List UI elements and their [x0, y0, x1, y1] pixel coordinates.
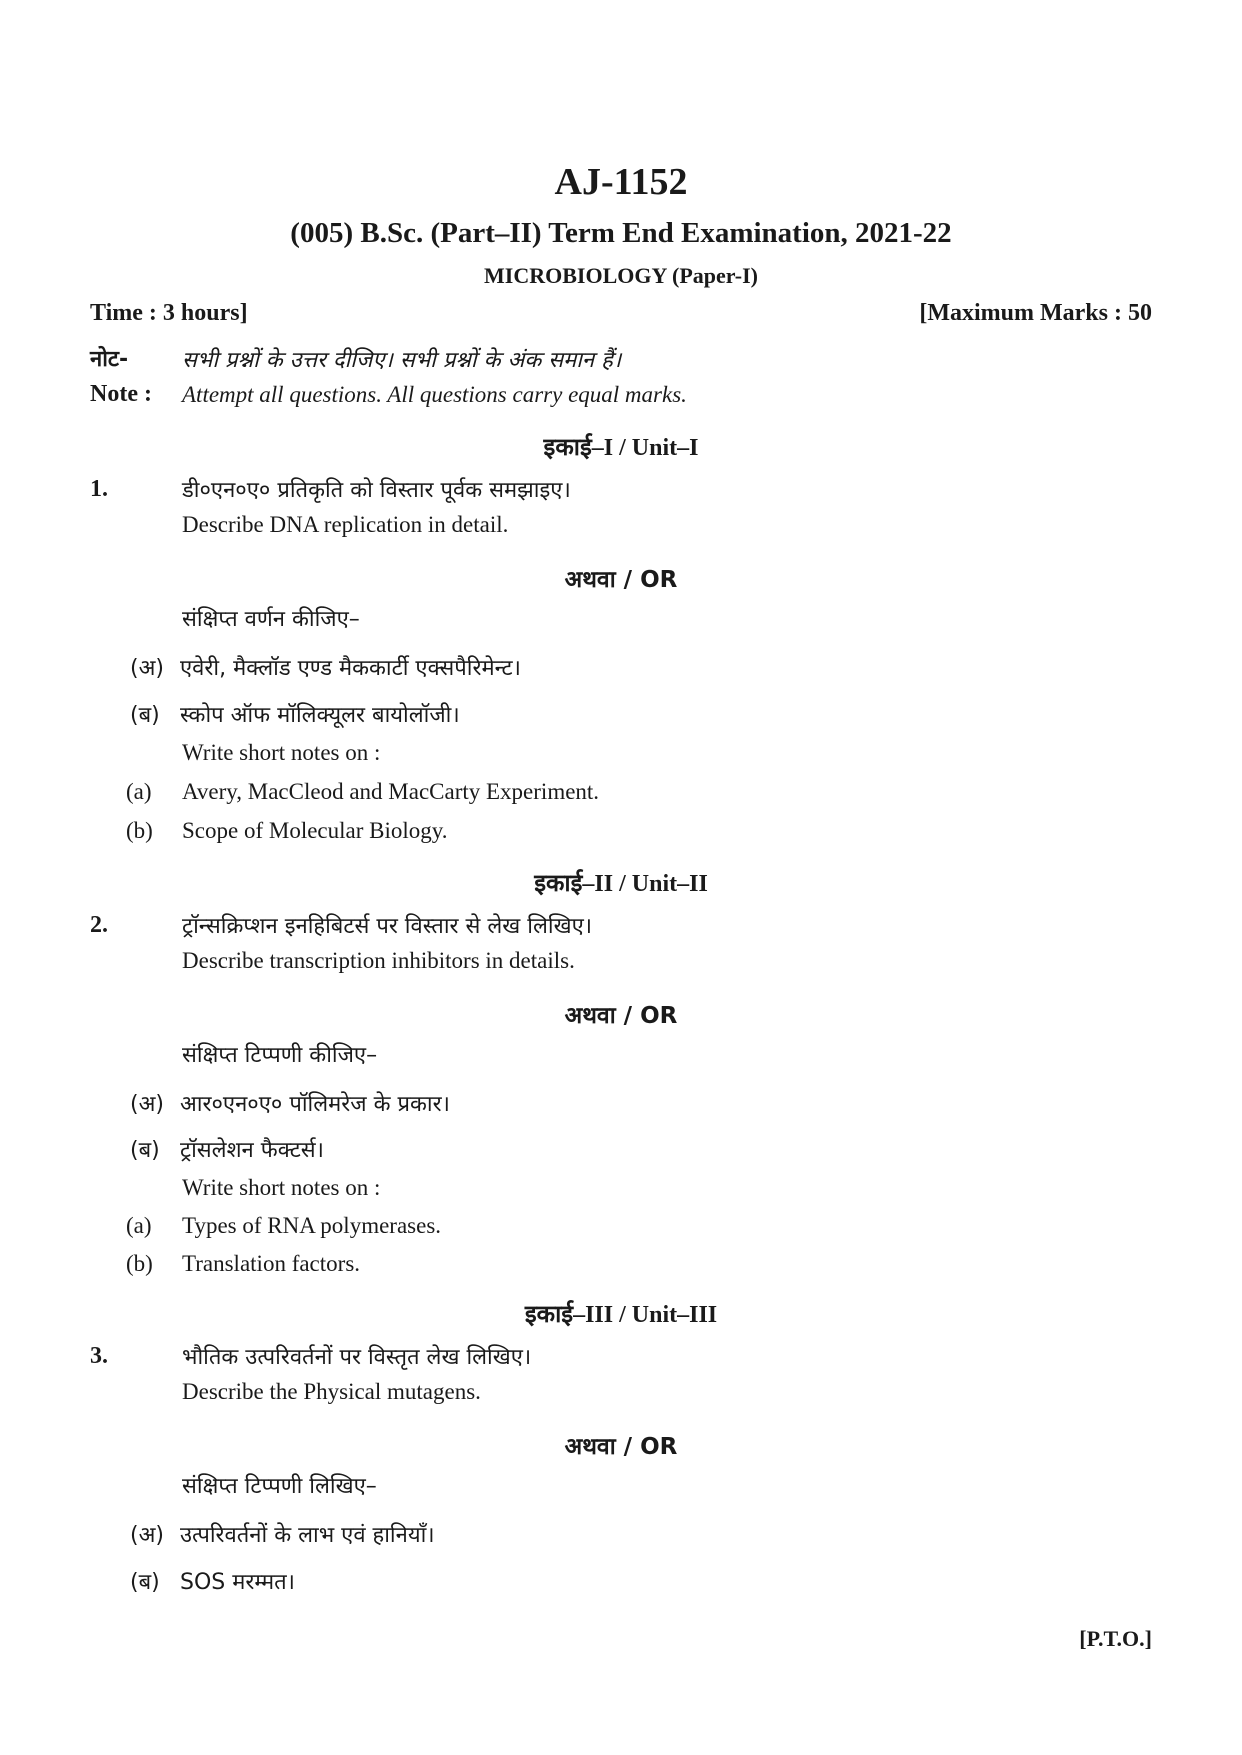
question-3-number: 3.: [90, 1343, 108, 1369]
question-2-english: Describe transcription inhibitors in details.: [182, 948, 575, 973]
unit-1-alt-b-mark-english: (b): [126, 818, 153, 843]
unit-3-alt-b-mark-hindi: (ब): [130, 1570, 160, 1595]
unit-2-alt-b-mark-english: (b): [126, 1251, 153, 1276]
question-2-number: 2.: [90, 912, 108, 938]
unit-3-alt-b-hindi: SOS मरम्मत।: [180, 1570, 296, 1595]
note-label-hindi: नोट-: [90, 347, 129, 372]
unit-3-or: अथवा / OR: [564, 1434, 678, 1460]
unit-2-alt-a-hindi: आर०एन०ए० पॉलिमरेज के प्रकार।: [180, 1092, 450, 1117]
unit-1-heading: इकाई–I / Unit–I: [543, 435, 699, 461]
unit-1-alt-a-mark-hindi: (अ): [130, 656, 164, 681]
unit-3-heading: इकाई–III / Unit–III: [524, 1302, 718, 1328]
exam-title: (005) B.Sc. (Part–II) Term End Examination, 2021-22: [290, 217, 952, 249]
question-3-hindi: भौतिक उत्परिवर्तनों पर विस्तृत लेख लिखिए।: [182, 1345, 532, 1370]
unit-2-alt-intro-english: Write short notes on :: [182, 1175, 381, 1200]
note-text-hindi: सभी प्रश्नों के उत्तर दीजिए। सभी प्रश्नों के अंक समान हैं।: [182, 348, 622, 373]
question-1-english: Describe DNA replication in detail.: [182, 512, 509, 537]
unit-1-alt-a-hindi: एवेरी, मैक्लॉड एण्ड मैककार्टी एक्सपैरिमेन्ट।: [180, 656, 521, 681]
unit-3-alt-a-hindi: उत्परिवर्तनों के लाभ एवं हानियाँ।: [180, 1523, 435, 1548]
unit-1-alt-b-mark-hindi: (ब): [130, 703, 160, 728]
unit-1-alt-b-hindi: स्कोप ऑफ मॉलिक्यूलर बायोलॉजी।: [180, 703, 460, 728]
paper-code: AJ-1152: [554, 161, 688, 203]
unit-1-alt-intro-hindi: संक्षिप्त वर्णन कीजिए–: [182, 607, 360, 632]
unit-3-alt-a-mark-hindi: (अ): [130, 1523, 164, 1548]
unit-1-alt-b-english: Scope of Molecular Biology.: [182, 818, 448, 843]
unit-1-alt-a-mark-english: (a): [126, 779, 152, 804]
unit-2-alt-intro-hindi: संक्षिप्त टिप्पणी कीजिए–: [182, 1043, 378, 1068]
question-1-hindi: डी०एन०ए० प्रतिकृति को विस्तार पूर्वक समझाइए।: [182, 478, 571, 503]
unit-2-alt-b-mark-hindi: (ब): [130, 1138, 160, 1163]
subject-title: MICROBIOLOGY (Paper-I): [484, 263, 758, 288]
unit-2-alt-a-mark-hindi: (अ): [130, 1092, 164, 1117]
unit-2-or: अथवा / OR: [564, 1003, 678, 1029]
unit-3-alt-intro-hindi: संक्षिप्त टिप्पणी लिखिए–: [182, 1474, 377, 1499]
unit-2-alt-b-english: Translation factors.: [182, 1251, 361, 1276]
question-2-hindi: ट्रॉन्सक्रिप्शन इनहिबिटर्स पर विस्तार से लेख लिखिए।: [182, 914, 593, 939]
unit-2-heading: इकाई–II / Unit–II: [534, 871, 708, 897]
unit-1-alt-a-english: Avery, MacCleod and MacCarty Experiment.: [182, 779, 600, 804]
unit-2-alt-a-english: Types of RNA polymerases.: [182, 1213, 442, 1238]
unit-1-alt-intro-english: Write short notes on :: [182, 740, 381, 765]
unit-2-alt-a-mark-english: (a): [126, 1213, 152, 1238]
maximum-marks: [Maximum Marks : 50: [919, 300, 1152, 326]
question-3-english: Describe the Physical mutagens.: [182, 1379, 481, 1404]
question-1-number: 1.: [90, 476, 108, 502]
please-turn-over: [P.T.O.]: [1079, 1626, 1152, 1651]
note-text-english: Attempt all questions. All questions carry equal marks.: [182, 382, 687, 407]
note-label-english: Note :: [90, 381, 152, 407]
time-allowed: Time : 3 hours]: [90, 300, 248, 326]
unit-2-alt-b-hindi: ट्रॉसलेशन फैक्टर्स।: [180, 1138, 324, 1163]
unit-1-or: अथवा / OR: [564, 567, 678, 593]
